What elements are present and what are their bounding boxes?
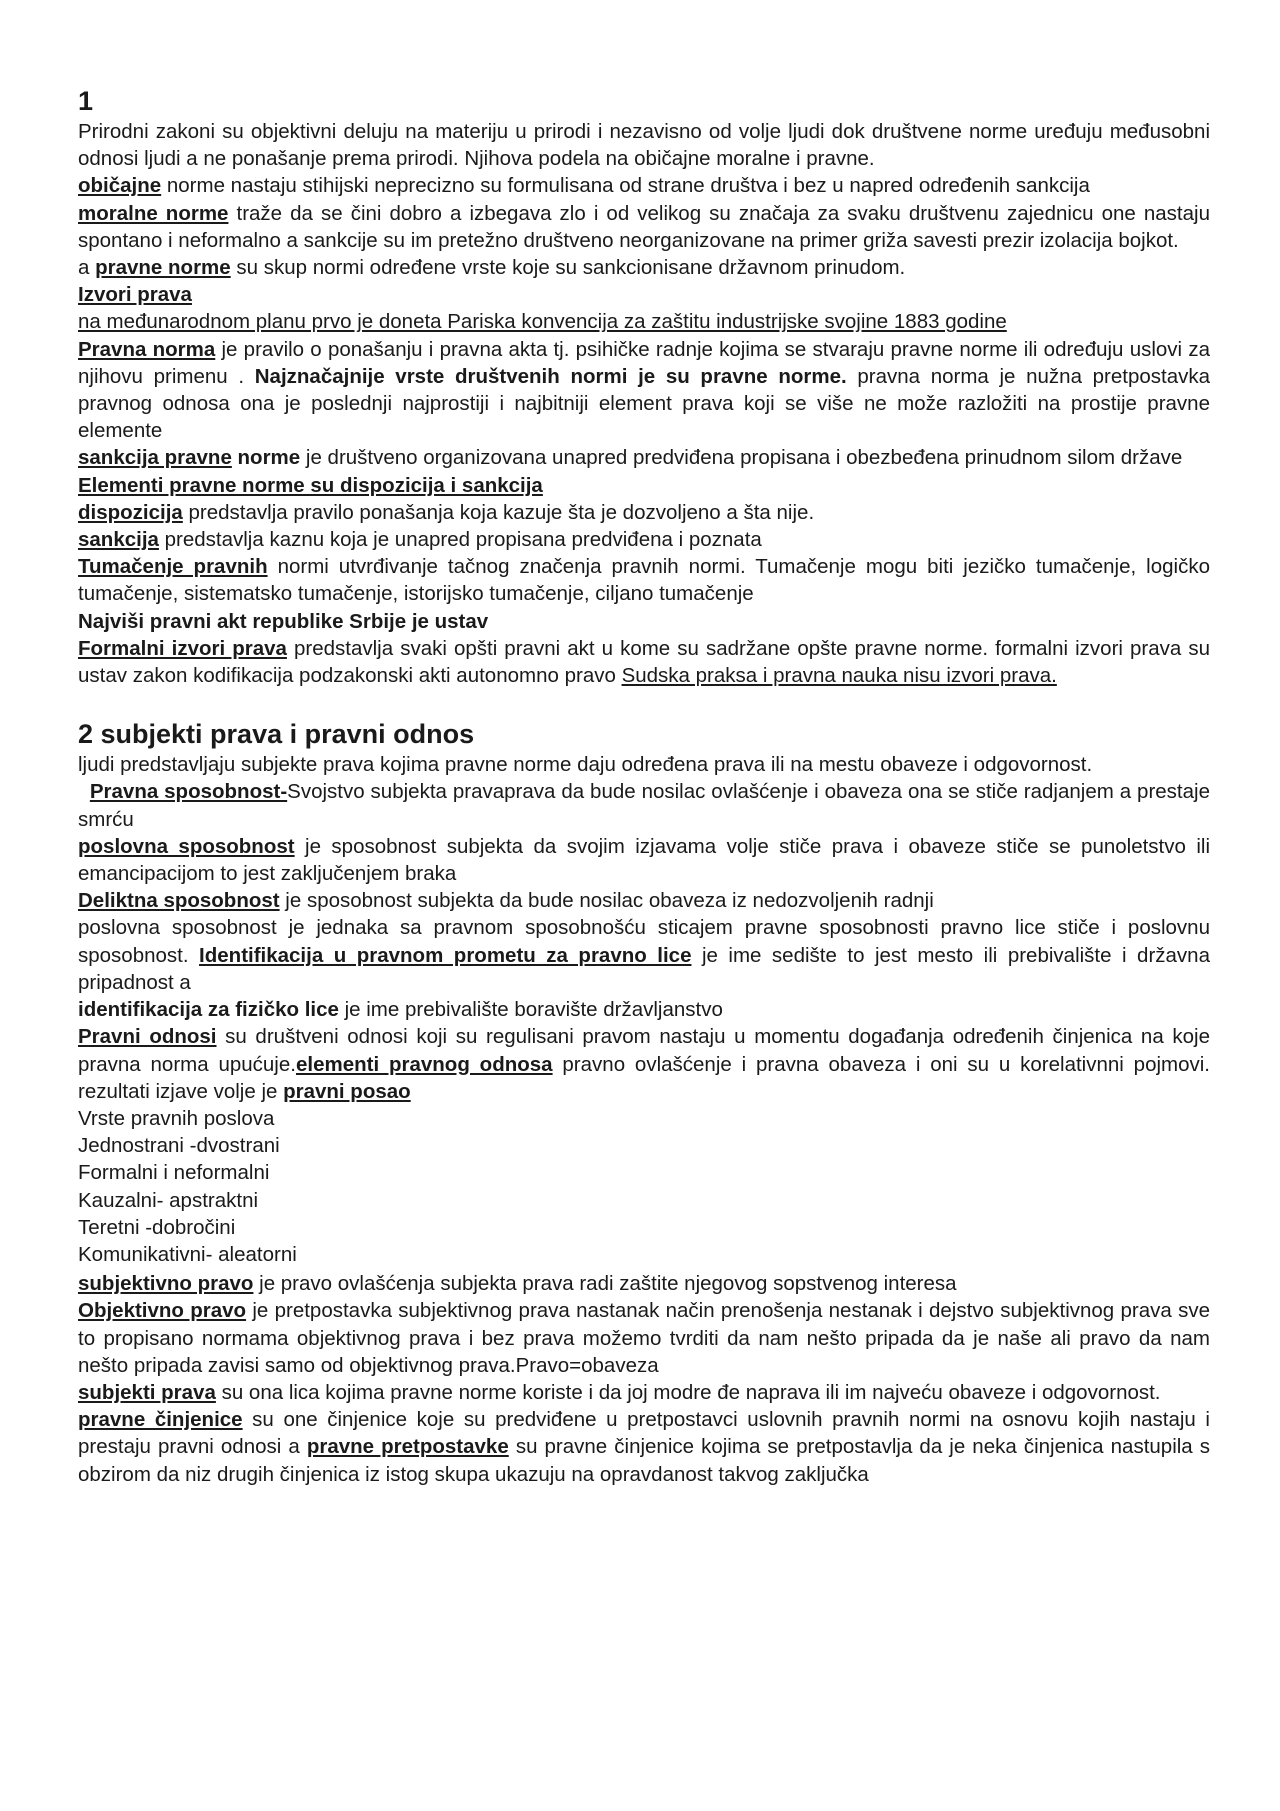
term: Deliktna sposobnost [78, 889, 280, 913]
list-item: Jednostrani -dvostrani [78, 1134, 280, 1158]
term: sankcija pravne [78, 446, 232, 470]
paragraph-legal-norms [78, 254, 1210, 281]
term: subjektivno pravo [78, 1272, 254, 1296]
paragraph-legal-norm [78, 336, 1210, 445]
term: poslovna sposobnost [78, 834, 295, 858]
text: na međunarodnom planu prvo je doneta Pariska konvencija za zaštitu industrijske svojine 1883 godine [78, 310, 1007, 334]
term: pravne činjenice [78, 1408, 243, 1432]
paragraph-subjective-right [78, 1270, 1210, 1297]
text: su skup normi određene vrste koje su sankcionisane državnom prinudom. [230, 256, 906, 280]
text: je ime sedište to jest mesto ili prebivalište i državna pripadnost a [78, 943, 1210, 994]
bold-text: identifikacija za fizičko lice [78, 998, 339, 1022]
paragraph-delict-capacity [78, 887, 1210, 914]
list-item: Formalni i neformalni [78, 1161, 270, 1185]
list-item: Komunikativni- aleatorni [78, 1242, 297, 1266]
text: su društveni odnosi koji su regulisani pravom nastaju u momentu događanja određenih činjenica na koje pravna norma upućuje. [78, 1025, 1210, 1076]
text: pravno ovlašćenje i pravna obaveza i oni su u korelativnni pojmovi. rezultati izjave volje je [78, 1052, 1211, 1103]
paragraph-objective-right [78, 1297, 1210, 1379]
term: Objektivno pravo [78, 1299, 247, 1323]
paragraph-elements [78, 472, 1210, 499]
text: su one činjenice koje su predviđene u pretpostavci uslovnih pravnih normi na osnovu kojih nastaju i prestaju pravni odnosi a [78, 1408, 1210, 1459]
paragraph-sanction-def [78, 526, 1210, 553]
term: elementi pravnog odnosa [295, 1052, 553, 1076]
text: predstavlja svaki opšti pravni akt u kome su sadržane opšte pravne norme. formalni izvori prava su ustav zakon kodifikacija podzakonski akti autonomno pravo [78, 636, 1211, 688]
text: a [78, 256, 96, 280]
document-page [78, 84, 1210, 1488]
paragraph-subjects [78, 751, 1210, 778]
text: su pravne činjenice kojima se pretpostavlja da je neka činjenica nastupila s obzirom da niz drugih činjenica iz istog skupa ukazuju na opravdanost takvog zaključka [78, 1435, 1211, 1486]
paragraph-legal-relations [78, 1023, 1210, 1105]
text: normi utvrđivanje tačnog značenja pravnih normi. Tumačenje mogu biti jezičko tumačenje, logičko tumačenje, sistematsko tumačenje, istorijsko tumačenje, ciljano tumačenje [78, 555, 1210, 606]
term: Elementi pravne norme su dispozicija i sankcija [78, 473, 543, 497]
text: je pravilo o ponašanju i pravna akta tj. psihičke radnje kojima se stvaraju pravne norme ili određuju uslovi za njihovu primenu . [78, 337, 1210, 388]
term: Pravna norma [78, 337, 216, 361]
list-item: Teretni -dobročini [78, 1215, 236, 1239]
paragraph-sources-heading [78, 281, 1210, 308]
text: je ime prebivalište boravište državljanstvo [338, 998, 723, 1022]
term: Izvori prava [78, 283, 192, 307]
term: pravni posao [283, 1079, 411, 1103]
term: sankcija [78, 528, 159, 552]
paragraph-sanction [78, 444, 1210, 471]
paragraph-identification-legal [78, 914, 1210, 996]
paragraph-moral-norms [78, 200, 1210, 254]
paragraph-natural-laws [78, 118, 1210, 172]
text: je pretpostavka subjektivnog prava nastanak način prenošenja nestanak i dejstvo subjektivnog prava sve to propisano normama objektivnog prava i bez prava možemo tvrditi da nam nešto pripada da je naše ali pravo da nam nešto pripada zavisi samo od objektivnog prava.Pravo=obaveza [78, 1299, 1210, 1377]
section-2-heading: 2 subjekti prava i pravni odnos [78, 719, 475, 750]
text: poslovna sposobnost je jednaka sa pravnom sposobnošću sticajem pravne sposobnosti pravno lice stiče i poslovnu sposobnost. [78, 916, 1210, 967]
term: običajne [78, 174, 162, 198]
text: ljudi predstavljaju subjekte prava kojima pravne norme daju određena prava ili na mestu obaveze i odgovornost. [78, 753, 1093, 777]
paragraph-disposition [78, 499, 1210, 526]
text: Prirodni zakoni su objektivni deluju na materiju u prirodi i nezavisno od volje ljudi dok društvene norme uređuju međusobni odnosi ljudi a ne ponašanje prema prirodi. Njihova podela na običajne moralne i pravne. [78, 120, 1210, 171]
term: subjekti prava [78, 1380, 216, 1404]
text: je društveno organizovana unapred predviđena propisana i obezbeđena prinudnom silom države [300, 446, 1183, 470]
section-1-heading: 1 [78, 86, 94, 116]
text: norme nastaju stihijski neprecizno su formulisana od strane društva i bez u napred određenih sankcija [161, 174, 1090, 198]
paragraph-paris-convention [78, 308, 1210, 335]
paragraph-business-capacity [78, 833, 1210, 887]
paragraph-customary-norms [78, 172, 1210, 199]
text: predstavlja pravilo ponašanja koja kazuje šta je dozvoljeno a šta nije. [182, 500, 815, 524]
text: predstavlja kaznu koja je unapred propisana predviđena i poznata [158, 528, 762, 552]
term: Tumačenje pravnih [78, 555, 268, 579]
underlined-text: Sudska praksa i pravna nauka nisu izvori prava. [621, 664, 1057, 688]
text: je sposobnost subjekta da svojim izjavama volje stiče prava i obaveze stiče se punoletstvo ili emancipacijom to jest zaključenjem braka [78, 834, 1210, 886]
text [78, 780, 90, 803]
paragraph-interpretation [78, 553, 1210, 607]
term: dispozicija [78, 500, 183, 524]
term: pravne pretpostavke [306, 1435, 509, 1459]
text: pravna norma je nužna pretpostavka pravnog odnosa ona je poslednji najprostiji i najbitniji element prava koji se više ne može razložiti na prostije pravne elemente [78, 364, 1211, 443]
text: je pravo ovlašćenja subjekta prava radi zaštite njegovog sopstvenog interesa [253, 1272, 957, 1296]
text: su ona lica kojima pravne norme koriste i da joj modre đe naprava ili im najveću obaveze i odgovornost. [215, 1380, 1161, 1404]
term: Formalni izvori prava [78, 636, 287, 660]
term: Pravna sposobnost- [89, 780, 288, 804]
paragraph-legal-facts [78, 1406, 1210, 1488]
paragraph-constitution [78, 608, 1210, 635]
list-item: Vrste pravnih poslova [78, 1106, 275, 1130]
list-item: Kauzalni- apstraktni [78, 1188, 259, 1212]
bold-text: norme [231, 446, 301, 470]
paragraph-identification-natural [78, 996, 1210, 1023]
bold-text: Najviši pravni akt republike Srbije je ustav [78, 609, 489, 633]
text: traže da se čini dobro a izbegava zlo i od velikog su značaja za svaku društvenu zajednicu one nastaju spontano i neformalno a sankcije su im pretežno društveno neorganizovane na primer griža savesti prezir izolacija bojkot. [78, 201, 1210, 252]
paragraph-legal-capacity [78, 778, 1210, 832]
bold-text: Najznačajnije vrste društvenih normi je su pravne norme. [254, 364, 847, 388]
text: je sposobnost subjekta da bude nosilac obaveza iz nedozvoljenih radnji [279, 889, 934, 913]
paragraph-formal-sources [78, 635, 1210, 689]
paragraph-legal-subjects [78, 1379, 1210, 1406]
term: Identifikacija u pravnom prometu za pravno lice [199, 943, 692, 967]
term: pravne norme [95, 256, 231, 280]
text: Svojstvo subjekta pravaprava da bude nosilac ovlašćenje i obaveza ona se stiče radjanjem a prestaje smrću [78, 780, 1210, 831]
term: moralne norme [78, 201, 229, 225]
term: Pravni odnosi [78, 1025, 217, 1049]
legal-transactions-list [78, 1105, 1210, 1268]
